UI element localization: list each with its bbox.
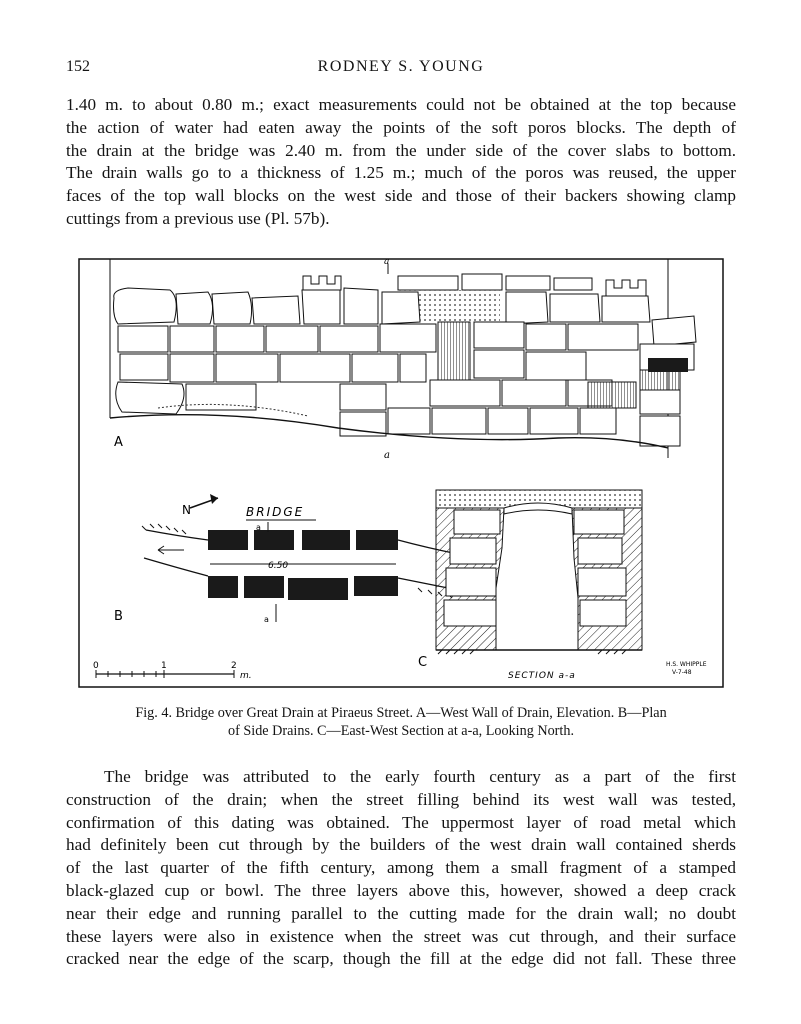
panel-b-marker-bottom: a <box>264 615 269 624</box>
panel-b-marker-top: a <box>256 523 261 532</box>
paragraph-1 <box>66 94 736 231</box>
figure-caption <box>66 704 736 740</box>
page-number: 152 <box>66 58 90 75</box>
text-line: faces of the top wall blocks on the west side and those of their backers showing clamp <box>66 186 736 206</box>
paragraph-2 <box>66 766 736 971</box>
running-head: RODNEY S. YOUNG <box>317 58 485 75</box>
bridge-title: BRIDGE <box>246 505 305 519</box>
figure-drawing <box>78 258 724 688</box>
text-line: 1.40 m. to about 0.80 m.; exact measurements could not be obtained at the top because <box>66 95 736 114</box>
text-line: black-glazed cup or bowl. The three layers above this, however, showed a deep crack <box>66 880 736 900</box>
scale-mid: 1 <box>161 661 167 671</box>
north-label: N <box>182 503 191 517</box>
caption-line: of Side Drains. C—East-West Section at a-a, Looking North. <box>228 723 574 739</box>
scale-bar <box>93 661 252 681</box>
panel-c-label: C <box>418 655 428 670</box>
figure-4 <box>78 258 724 688</box>
panel-a-marker-bottom: a <box>384 450 390 461</box>
text-line: cracked near the edge of the scarp, though the fill at the edge did not fall. These three <box>66 949 736 969</box>
signature: H.S. WHIPPLE <box>666 661 707 668</box>
text-line: construction of the drain; when the street filling behind its west wall was tested, <box>66 789 736 809</box>
page-header <box>66 58 736 82</box>
panel-a-marker-top: a <box>384 258 390 267</box>
text-line: cuttings from a previous use (Pl. 57b). <box>66 208 330 228</box>
panel-a-label: A <box>114 435 123 450</box>
scale-end: 2 <box>231 661 237 671</box>
text-line: near their edge and running parallel to the cutting made for the drain wall; no doubt <box>66 903 736 923</box>
text-line: of the last quarter of the fifth century, among them a small fragment of a stamped <box>66 858 736 878</box>
caption-line: Fig. 4. Bridge over Great Drain at Piraeus Street. A—West Wall of Drain, Elevation. B—Plan <box>135 705 667 721</box>
panel-b-label: B <box>114 609 123 624</box>
scale-start: 0 <box>93 661 99 671</box>
text-line: The bridge was attributed to the early fourth century as a part of the first <box>104 767 736 786</box>
text-line: The drain walls go to a thickness of 1.25 m.; much of the poros was reused, the upper <box>66 163 736 183</box>
text-line: had definitely been cut through by the builders of the west drain wall contained sherds <box>66 835 736 855</box>
panel-b-plan <box>114 494 458 624</box>
text-line: the drain at the bridge was 2.40 m. from the under side of the cover slabs to bottom. <box>66 140 736 160</box>
panel-a-elevation <box>110 258 696 461</box>
scale-unit: m. <box>240 671 252 681</box>
dimension-label: 6.50 <box>268 561 289 571</box>
text-line: these layers were also in existence when the street was cut through, and their surface <box>66 926 736 946</box>
signature-date: V-7-48 <box>672 669 692 676</box>
text-line: the action of water had eaten away the points of the soft poros blocks. The depth of <box>66 117 736 137</box>
section-title: SECTION a-a <box>508 671 576 681</box>
text-line: confirmation of this dating was obtained. The uppermost layer of road metal which <box>66 812 736 832</box>
panel-c-section <box>418 490 707 681</box>
